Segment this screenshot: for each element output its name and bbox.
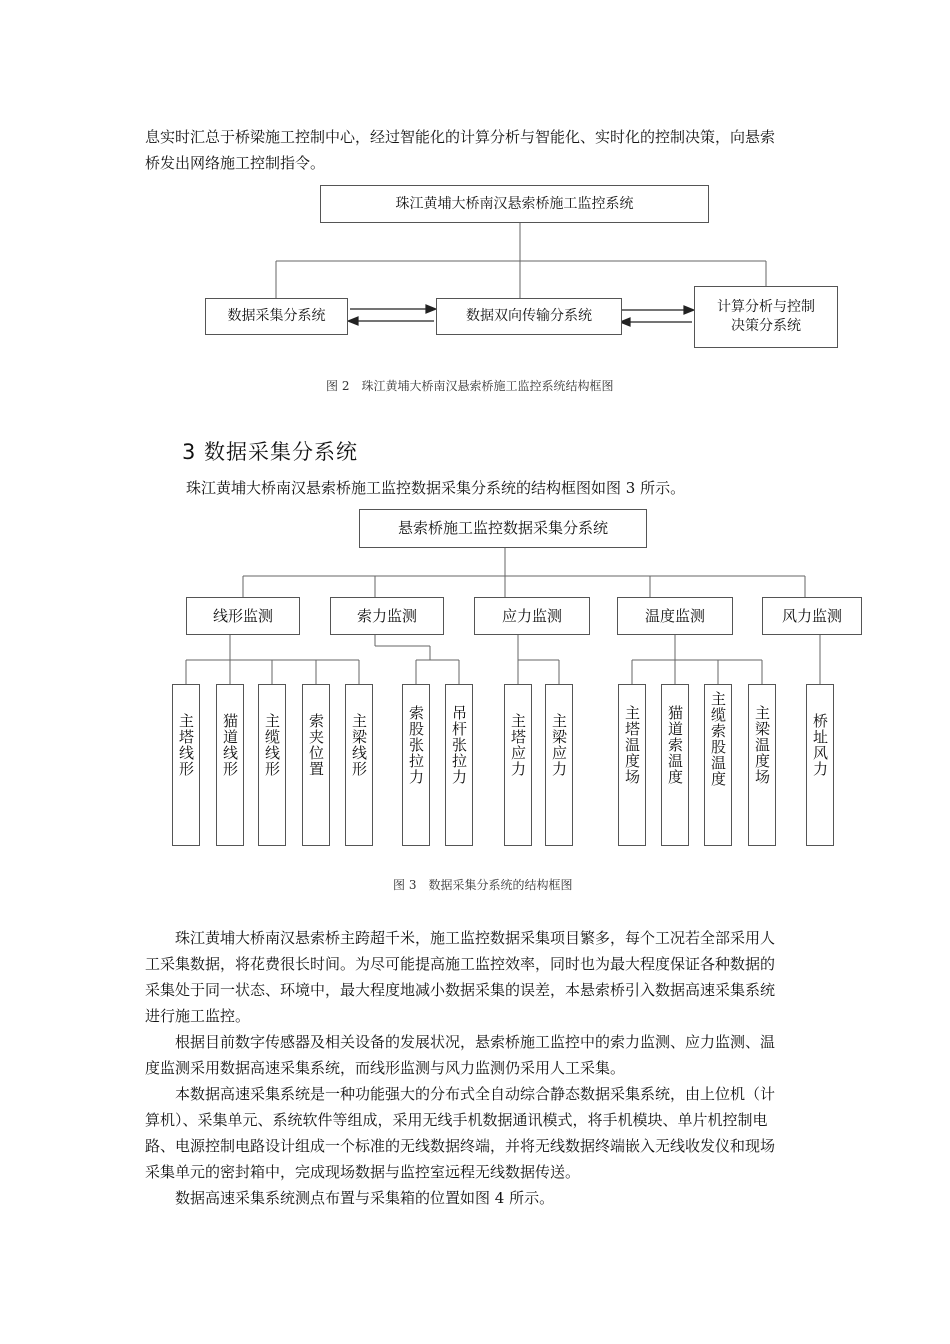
para1-line: 珠江黄埔大桥南汉悬索桥主跨超千米，施工监控数据采集项目繁多，每个工况若全部采用人 [145, 929, 776, 947]
leaf-label: 吊杆张拉力 [450, 705, 468, 785]
fig2-top-box: 珠江黄埔大桥南汉悬索桥施工监控系统 [320, 185, 709, 223]
group-box-stress: 应力监测 [474, 597, 590, 635]
leaf-box [172, 684, 200, 846]
fig2-right-box [694, 286, 838, 348]
intro-line-1: 息实时汇总于桥梁施工控制中心，经过智能化的计算分析与智能化、实时化的控制决策，向悬索 [145, 128, 776, 146]
para3-line: 本数据高速采集系统是一种功能强大的分布式全自动综合静态数据采集系统，由上位机（计 [145, 1085, 776, 1103]
leaf-box [216, 684, 244, 846]
para3-line: 采集单元的密封箱中，完成现场数据与监控室远程无线数据传送。 [145, 1163, 581, 1181]
leaf-label: 主塔应力 [509, 713, 527, 777]
leaf-box [748, 684, 776, 846]
leaf-label: 索夹位置 [307, 713, 325, 777]
group-box-cable-force: 索力监测 [330, 597, 444, 635]
leaf-box [445, 684, 473, 846]
para1-line: 采集处于同一状态、环境中，最大程度地减小数据采集的误差，本悬索桥引入数据高速采集系统 [145, 981, 776, 999]
leaf-label: 主缆线形 [263, 713, 281, 777]
fig2-caption: 图 2 珠江黄埔大桥南汉悬索桥施工监控系统结构框图 [326, 379, 614, 393]
para2-line: 根据目前数字传感器及相关设备的发展状况，悬索桥施工监控中的索力监测、应力监测、温 [145, 1033, 776, 1051]
leaf-label: 主梁温度场 [753, 705, 771, 785]
leaf-box [704, 684, 732, 846]
leaf-label: 主缆索股温度 [709, 691, 727, 787]
leaf-label: 主塔线形 [177, 713, 195, 777]
leaf-box [618, 684, 646, 846]
leaf-box [806, 684, 834, 846]
para4-line: 数据高速采集系统测点布置与采集箱的位置如图 4 所示。 [145, 1189, 555, 1207]
leaf-box [345, 684, 373, 846]
leaf-box [302, 684, 330, 846]
para3-line: 路、电源控制电路设计组成一个标准的无线数据终端，并将无线数据终端嵌入无线收发仪和现场 [145, 1137, 776, 1155]
fig3-caption: 图 3 数据采集分系统的结构框图 [393, 878, 573, 892]
section-heading: 3 数据采集分系统 [182, 440, 359, 464]
fig2-right-box-line1: 计算分析与控制 [717, 299, 815, 315]
leaf-label: 主梁应力 [550, 713, 568, 777]
intro-line-2: 桥发出网络施工控制指令。 [145, 154, 326, 172]
leaf-label: 主塔温度场 [623, 705, 641, 785]
fig2-middle-box: 数据双向传输分系统 [436, 298, 622, 335]
leaf-box [258, 684, 286, 846]
leaf-box [545, 684, 573, 846]
fig2-right-box-line2: 决策分系统 [731, 318, 801, 334]
leaf-box [661, 684, 689, 846]
fig3-root-box: 悬索桥施工监控数据采集分系统 [359, 509, 647, 548]
leaf-label: 猫道索温度 [666, 705, 684, 785]
leaf-box [504, 684, 532, 846]
group-box-wind: 风力监测 [762, 597, 862, 635]
para3-line: 算机）、采集单元、系统软件等组成，采用无线手机数据通讯模式，将手机模块、单片机控制电 [145, 1111, 768, 1129]
para2-line: 度监测采用数据高速采集系统，而线形监测与风力监测仍采用人工采集。 [145, 1059, 626, 1077]
para1-line: 进行施工监控。 [145, 1007, 251, 1025]
leaf-label: 猫道线形 [221, 713, 239, 777]
leaf-label: 桥址风力 [811, 713, 829, 777]
group-box-shape: 线形监测 [186, 597, 300, 635]
fig2-left-box: 数据采集分系统 [205, 298, 348, 335]
section-intro: 珠江黄埔大桥南汉悬索桥施工监控数据采集分系统的结构框图如图 3 所示。 [186, 479, 686, 497]
leaf-box [402, 684, 430, 846]
leaf-label: 索股张拉力 [407, 705, 425, 785]
group-box-temperature: 温度监测 [617, 597, 733, 635]
leaf-label: 主梁线形 [350, 713, 368, 777]
para1-line: 工采集数据，将花费很长时间。为尽可能提高施工监控效率，同时也为最大程度保证各种数据的 [145, 955, 776, 973]
